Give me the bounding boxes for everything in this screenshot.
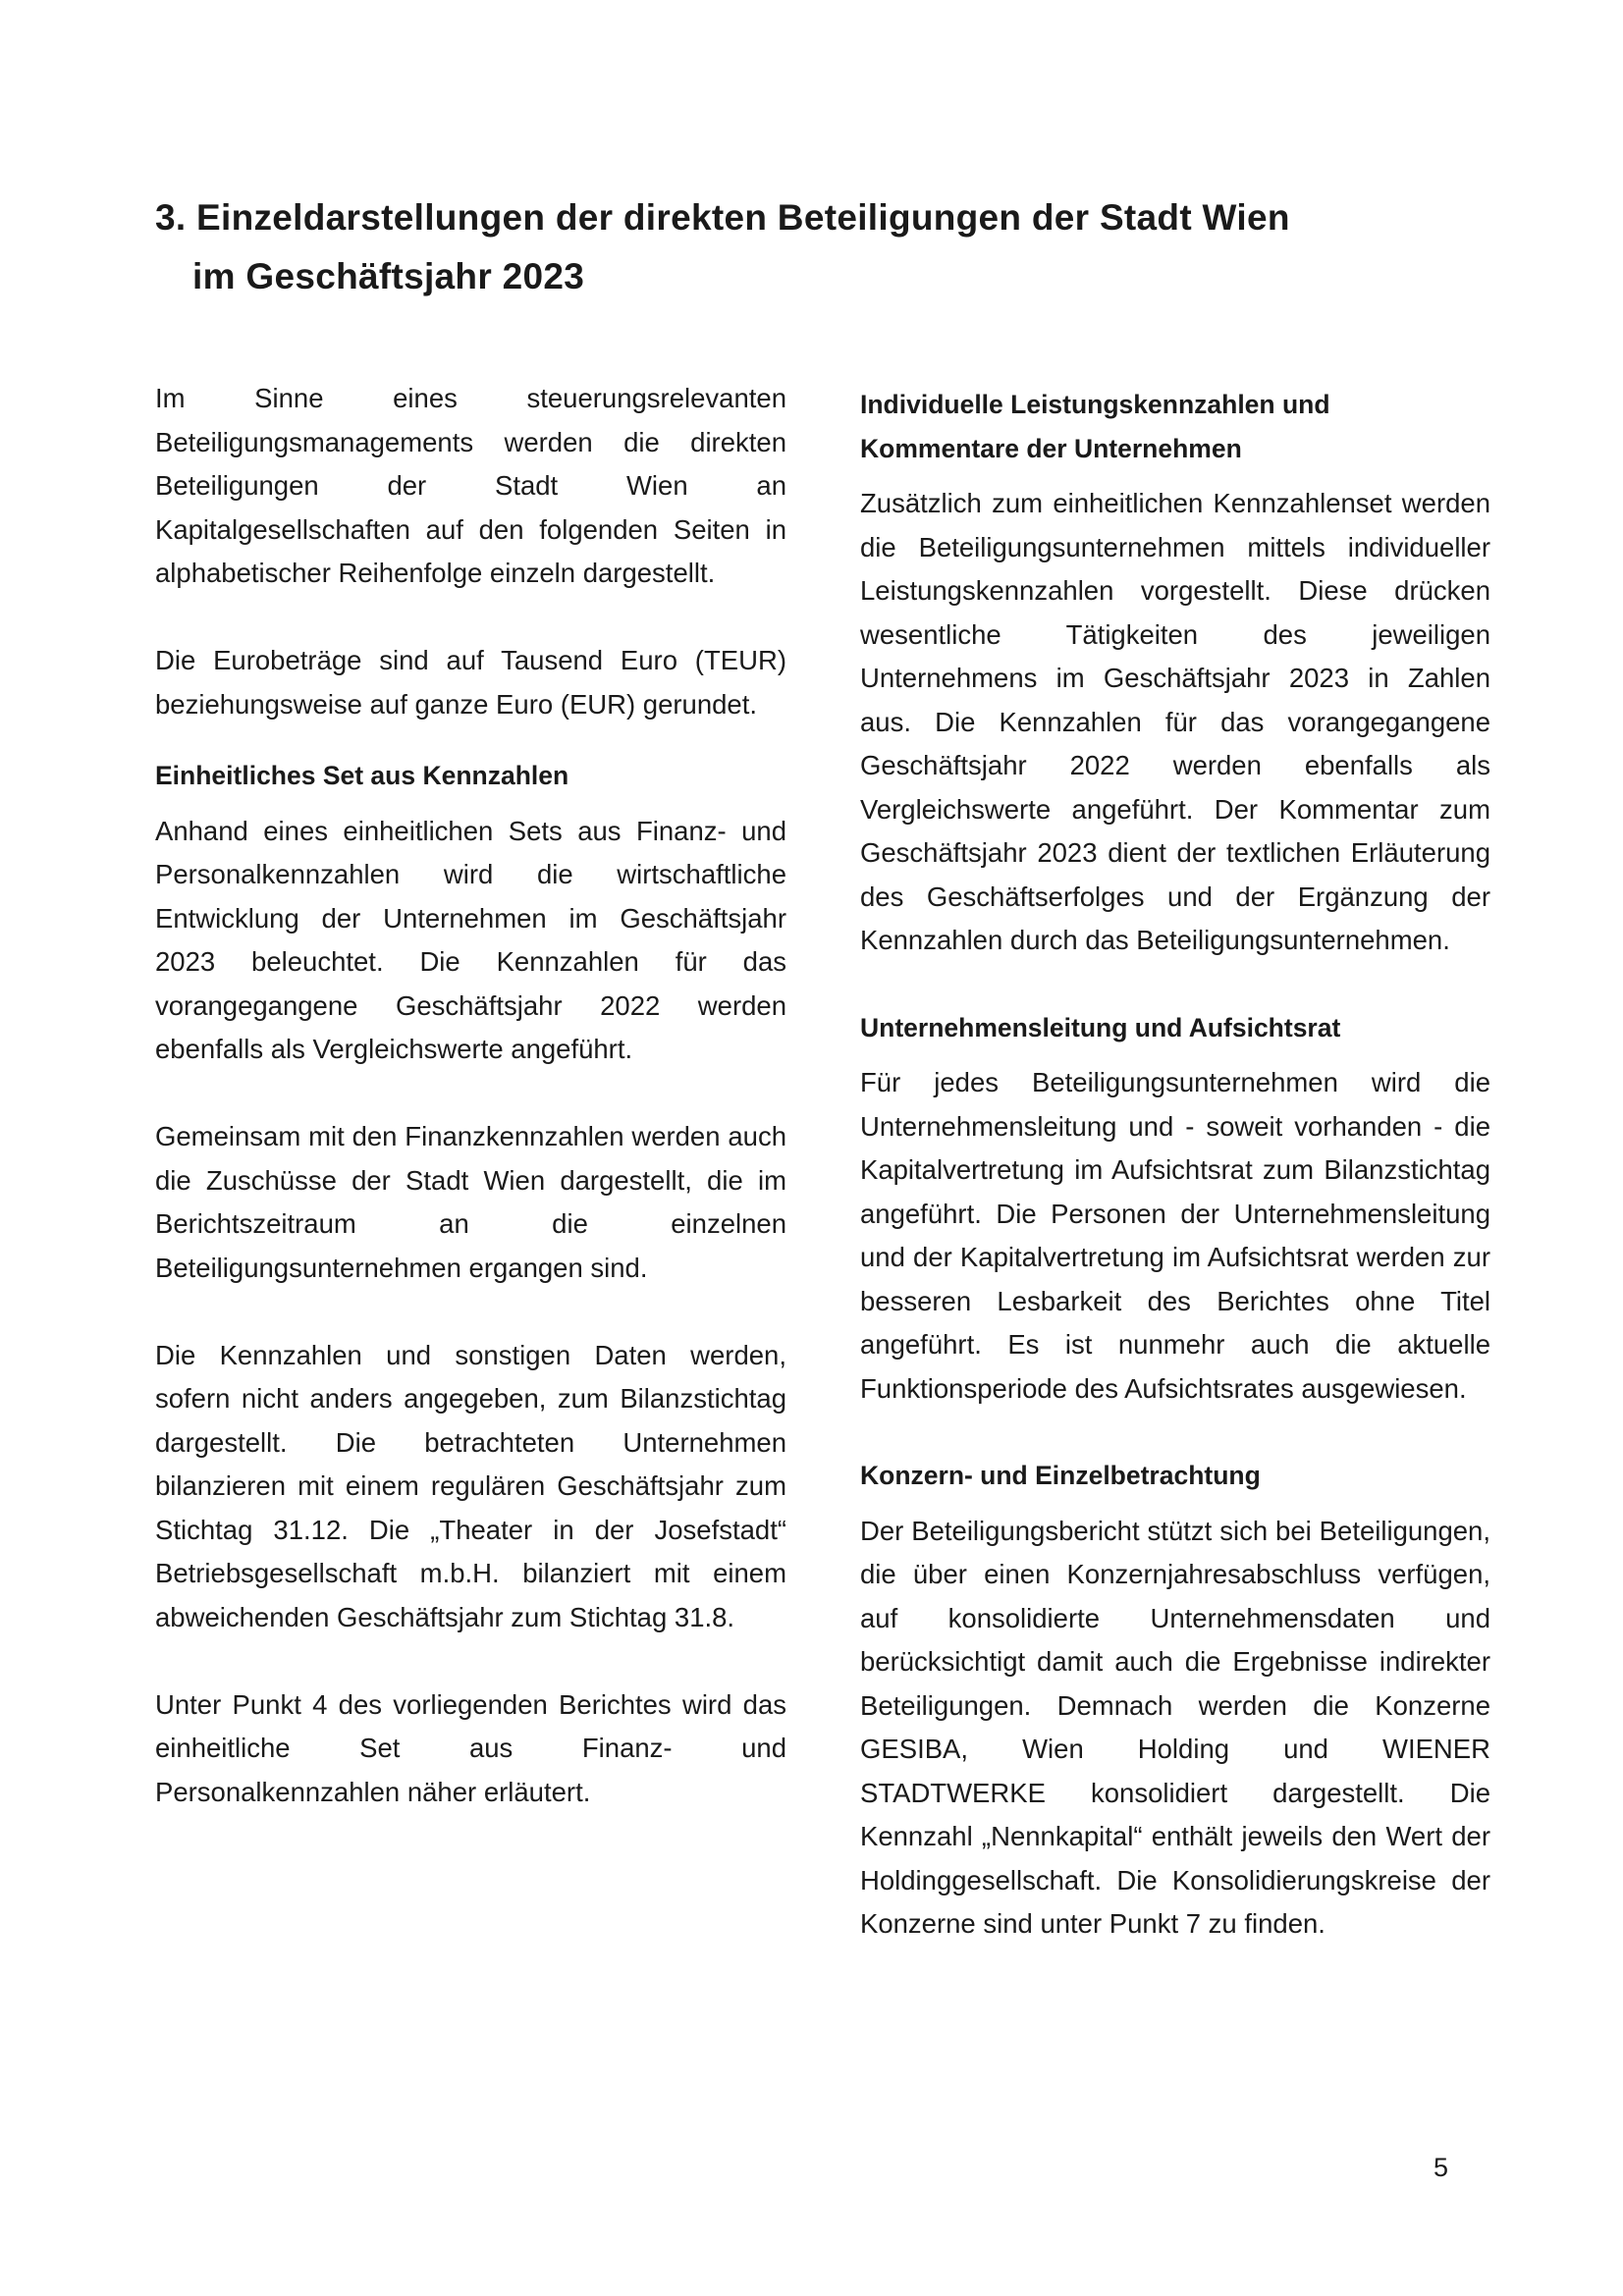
konzernbetrachtung-paragraph: Der Beteiligungsbericht stützt sich bei Beteiligungen, die über einen Konzernjahresabschluss verfügen, auf konsolidierte Unternehmensdaten und berücksichtigt damit auch die Ergebnisse indirekter Beteiligungen. Demnach werden die Konzerne GESIBA, Wien Holding und WIENER STADTWERKE konsolidiert dargestellt. Die Kennzahl „Nennkapital“ enthält jeweils den Wert der Holdinggesellschaft. Die Konsolidierungskreise der Konzerne sind unter Punkt 7 zu finden. [860, 1515, 1490, 1939]
page-title-line-2: im Geschäftsjahr 2023 [192, 256, 585, 296]
zuschuesse-paragraph: Gemeinsam mit den Finanzkennzahlen werden auch die Zuschüsse der Stadt Wien dargestellt, die im Berichtszeitraum an die einzelnen Beteiligungsunternehmen ergangen sind. [155, 1121, 786, 1283]
heading-leistungskennzahlen: Individuelle Leistungskennzahlen und Kommentare der Unternehmen [860, 390, 1330, 463]
heading-unternehmensleitung: Unternehmensleitung und Aufsichtsrat [860, 1012, 1341, 1042]
punkt4-paragraph: Unter Punkt 4 des vorliegenden Berichtes wird das einheitliche Set aus Finanz- und Personalkennzahlen näher erläutert. [155, 1688, 786, 1807]
right-column [860, 383, 1490, 1947]
page-title [155, 188, 1432, 306]
heading-kennzahlen-set: Einheitliches Set aus Kennzahlen [155, 761, 569, 790]
unternehmensleitung-paragraph: Für jedes Beteiligungsunternehmen wird die Unternehmensleitung und - soweit vorhanden - die Kapitalvertretung im Aufsichtsrat zum Bilanzstichtag angeführt. Die Personen der Unternehmensleitung und der Kapitalvertretung im Aufsichtsrat werden zur besseren Lesbarkeit des Berichtes ohne Titel angeführt. Es ist nunmehr auch die aktuelle Funktionsperiode des Aufsichtsrates ausgewiesen. [860, 1067, 1490, 1404]
intro-paragraph: Im Sinne eines steuerungsrelevanten Beteiligungsmanagements werden die direkten Beteiligungen der Stadt Wien an Kapitalgesellschaften auf den folgenden Seiten in alphabetischer Reihenfolge einzeln dargestellt. [155, 383, 786, 588]
rounding-paragraph: Die Eurobeträge sind auf Tausend Euro (TEUR) beziehungsweise auf ganze Euro (EUR) gerundet. [155, 645, 786, 720]
heading-konzernbetrachtung: Konzern- und Einzelbetrachtung [860, 1461, 1261, 1490]
leistungskennzahlen-paragraph: Zusätzlich zum einheitlichen Kennzahlenset werden die Beteiligungsunternehmen mittels individueller Leistungskennzahlen vorgestellt. Diese drücken wesentliche Tätigkeiten des jeweiligen Unternehmens im Geschäftsjahr 2023 in Zahlen aus. Die Kennzahlen für das vorangegangene Geschäftsjahr 2022 werden ebenfalls als Vergleichswerte angeführt. Der Kommentar zum Geschäftsjahr 2023 dient der textlichen Erläuterung des Geschäftserfolges und der Ergänzung der Kennzahlen durch das Beteiligungsunternehmen. [860, 488, 1490, 955]
page-title-line-1: 3. Einzeldarstellungen der direkten Beteiligungen der Stadt Wien [155, 197, 1290, 238]
left-column [155, 377, 786, 1814]
page-number: 5 [1434, 2153, 1449, 2182]
kennzahlen-paragraph: Anhand eines einheitlichen Sets aus Finanz- und Personalkennzahlen wird die wirtschaftliche Entwicklung der Unternehmen im Geschäftsjahr 2023 beleuchtet. Die Kennzahlen für das vorangegangene Geschäftsjahr 2022 werden ebenfalls als Vergleichswerte angeführt. [155, 815, 786, 1064]
bilanzstichtag-paragraph: Die Kennzahlen und sonstigen Daten werden, sofern nicht anders angegeben, zum Bilanzstichtag dargestellt. Die betrachteten Unternehmen bilanzieren mit einem regulären Geschäftsjahr zum Stichtag 31.12. Die „Theater in der Josefstadt“ Betriebsgesellschaft m.b.H. bilanziert mit einem abweichenden Geschäftsjahr zum Stichtag 31.8. [155, 1339, 786, 1632]
